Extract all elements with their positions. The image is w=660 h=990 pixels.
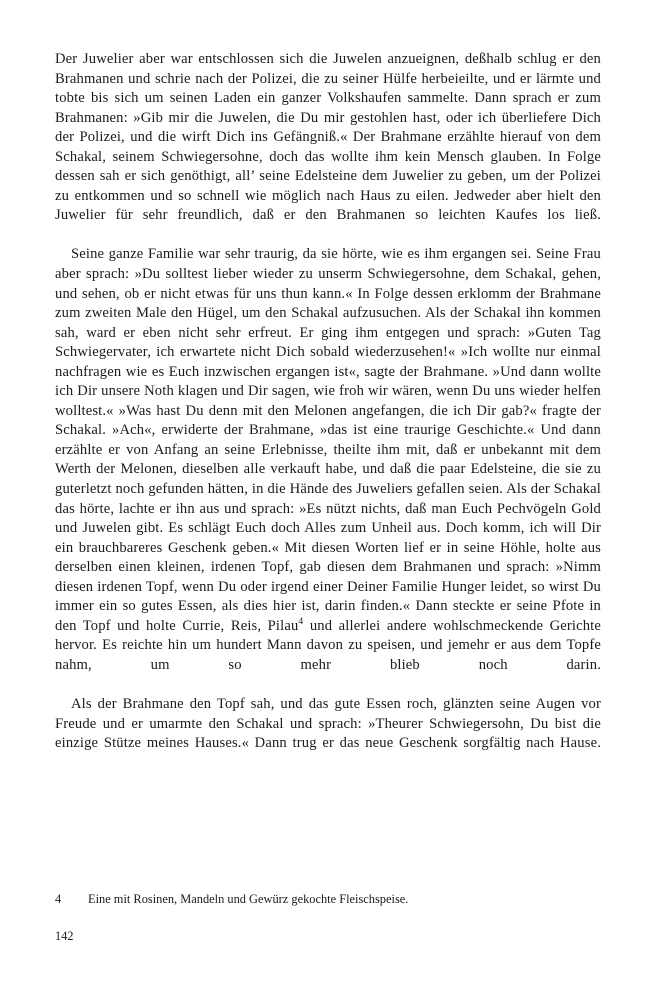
footnote-number: 4 — [55, 892, 62, 906]
body-paragraph-1: Der Juwelier aber war entschlossen sich die Juwelen anzueignen, deßhalb schlug er den Brahmanen und schrie nach der Polizei, die zu seiner Hülfe herbeieilte, und er lärmte und tobte bis sich um seinen Laden ein ganzer Volkshaufen sammelte. Dann sprach er zum Brahmanen: »Gib mir die Juwelen, die Du mir gestohlen hast, oder ich überliefere Dich der Polizei, und die wirft Dich ins Gefängniß.« Der Brahmane erzählte hierauf von dem Schakal, seinem Schwiegersohne, doch das wollte ihm kein Mensch glauben. In Folge dessen sah er sich genöthigt, all’ seine Edelsteine dem Juwelier zu geben, um der Polizei zu entkommen und so schnell wie möglich nach Haus zu eilen. Jedweder aber hielt den Juwelier für sehr freundlich, daß er den Brahmanen so leichten Kaufes los ließ. — [55, 51, 601, 224]
page-number: 142 — [55, 929, 74, 943]
body-paragraph-3: Als der Brahmane den Topf sah, und das gute Essen roch, glänzten seine Augen vor Freude und er umarmte den Schakal und sprach: »Theurer Schwiegersohn, Du bist die einzige Stütze meines Hauses.« Dann trug er das neue Geschenk sorgfältig nach Hause. — [55, 696, 601, 752]
page-text-block — [55, 50, 601, 773]
footnote-area — [55, 891, 601, 907]
paragraph-2-text-before-footnote: Seine ganze Familie war sehr traurig, da sie hörte, wie es ihm ergangen sei. Seine Frau aber sprach: »Du solltest lieber wieder zu unserm Schwiegersohne, dem Schakal, gehen, und sehen, ob er nicht etwas für uns thun kann.« In Folge dessen erklomm der Brahmane zum zweiten Male den Hügel, um den Schakal aufzusuchen. Als der Schakal ihn kommen sah, ward er eben nicht sehr erfreut. Er ging ihm entgegen und sprach: »Guten Tag Schwiegervater, ich erwartete nicht Dich sobald wiederzusehen!« »Ich wollte nur einmal nachfragen wie es Euch inzwischen ergangen ist«, sagte der Brahmane. »Und dann wollte ich Dir unsere Noth klagen und Dir sagen, wie froh wir wären, wenn Du uns wieder helfen wolltest.« »Was hast Du denn mit den Melonen angefangen, die ich Dir gab?« fragte der Schakal. »Ach«, erwiderte der Brahmane, »das ist eine traurige Geschichte.« Und dann erzählte er von Anfang an seine Erlebnisse, theilte ihm mit, daß er unbekannt mit dem Werth der Melonen, dieselben alle verkauft habe, und daß die paar Edelsteine, die sie zu guterletzt noch gefunden hätten, in die Hände des Juweliers gefallen seien. Als der Schakal das hörte, lachte er ihn aus und sprach: »Es nützt nichts, daß man Euch Pechvögeln Gold und Juwelen gibt. Es schlägt Euch doch Alles zum Unheil aus. Doch komm, ich will Dir ein brauchbareres Geschenk geben.« Mit diesen Worten lief er in seine Höhle, holte aus derselben einen kleinen, irdenen Topf, gab diesen dem Brahmanen und sprach: »Nimm diesen irdenen Topf, wenn Du oder irgend einer Deiner Familie Hunger leidet, so wirst Du immer ein so gutes Essen, als dies hier ist, darin finden.« Dann steckte er seine Pfote in den Topf und holte Currie, Reis, Pilau — [55, 246, 601, 634]
footnote-reference-4[interactable]: 4 — [298, 616, 304, 627]
footnote-text: Eine mit Rosinen, Mandeln und Gewürz gekochte Fleischspeise. — [88, 892, 409, 906]
footnote-item — [55, 891, 601, 907]
paragraph-2-text-after-footnote: und allerlei andere wohlschmeckende Gerichte hervor. Es reichte hin um hundert Mann davon zu speisen, und jemehr er aus dem Topfe nahm, um so mehr blieb noch darin. — [55, 617, 601, 673]
body-paragraph-2 — [55, 245, 601, 695]
